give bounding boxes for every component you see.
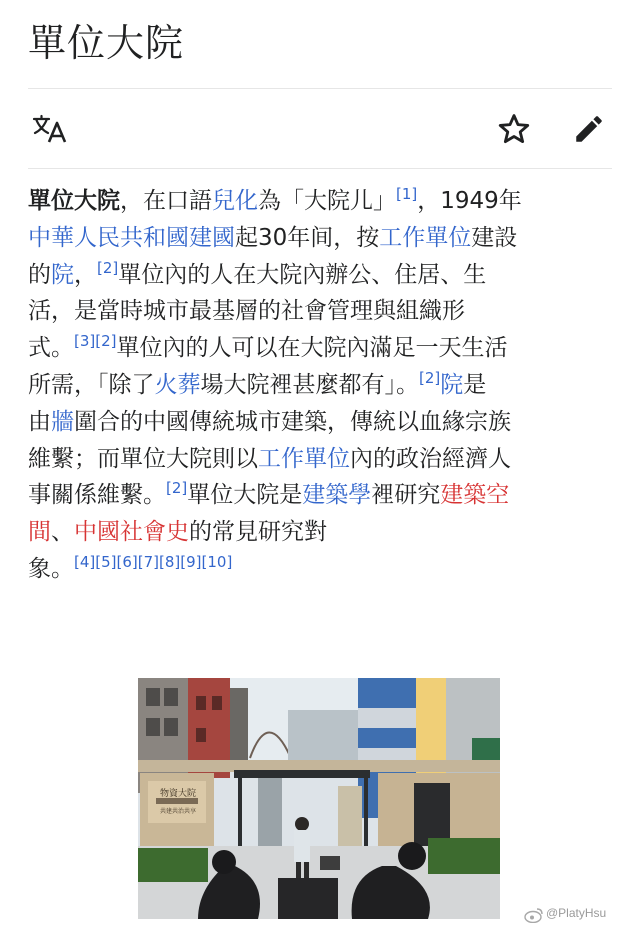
pencil-icon[interactable] <box>572 112 606 146</box>
link-erhua[interactable]: 兒化 <box>212 188 258 214</box>
ref-2[interactable]: [2] <box>97 258 119 277</box>
article-photo[interactable] <box>138 678 500 919</box>
gate-sign-text: 物資大院 <box>159 789 197 799</box>
text-line-3: 的院，[2]單位內的人在大院內辦公、住居、生 <box>28 258 487 288</box>
toolbar-divider <box>28 168 612 169</box>
ref-10[interactable]: [10] <box>201 552 233 571</box>
translate-icon[interactable] <box>32 114 68 144</box>
link-architecture[interactable]: 建築學 <box>302 482 372 509</box>
redlink-chinese-social-history[interactable]: 中國社會史 <box>74 519 189 546</box>
ref-5[interactable]: [5] <box>95 552 117 571</box>
text-line-2: 中華人民共和國建國起30年间，按工作單位建設 <box>28 224 518 251</box>
bold-term: 單位大院 <box>28 188 120 214</box>
text-line-11: 象。[4][5][6][7][8][9][10] <box>28 552 233 582</box>
text-line-9: 事關係維繫。[2]單位大院是建築學裡研究建築空 <box>28 479 510 509</box>
text-line-7: 由牆圍合的中國傳統城市建築，傳統以血緣宗族 <box>28 408 511 435</box>
ref-1[interactable]: [1] <box>396 185 418 203</box>
text-line-1: 單位大院，在口語兒化為「大院儿」[1]，1949年 <box>28 185 522 214</box>
ref-2[interactable]: [2] <box>166 479 188 498</box>
watermark-text: @PlatyHsu <box>546 906 607 920</box>
weibo-watermark <box>524 904 632 924</box>
ref-8[interactable]: [8] <box>159 552 181 571</box>
ref-3[interactable]: [3] <box>74 332 96 351</box>
weibo-logo-icon <box>524 907 544 923</box>
link-wall[interactable]: 牆 <box>51 408 74 435</box>
ref-6[interactable]: [6] <box>116 552 138 571</box>
link-work-unit[interactable]: 工作單位 <box>258 445 350 472</box>
ref-7[interactable]: [7] <box>137 552 159 571</box>
gate-sign-subtext: 共建共治共享 <box>159 808 197 815</box>
ref-2[interactable]: [2] <box>419 368 441 387</box>
redlink-architectural-space[interactable]: 建築空 <box>440 482 510 509</box>
title-divider <box>28 88 612 89</box>
article-paragraph <box>28 183 618 588</box>
link-work-unit[interactable]: 工作單位 <box>379 224 472 251</box>
text-line-5: 式。[3][2]單位內的人可以在大院內滿足一天生活 <box>28 332 508 362</box>
link-yuan[interactable]: 院 <box>51 261 74 288</box>
text-line-6: 所需，「除了火葬場大院裡甚麼都有」。[2]院是 <box>28 368 487 398</box>
redlink-architectural-space-cont[interactable]: 間 <box>28 519 51 546</box>
text-line-8: 維繫；而單位大院則以工作單位內的政治經濟人 <box>28 445 511 472</box>
link-yuan[interactable]: 院 <box>440 371 464 398</box>
link-cremation[interactable]: 火葬 <box>154 371 201 398</box>
text-line-4: 活，是當時城市最基層的社會管理與組織形 <box>28 298 465 325</box>
star-icon[interactable] <box>497 112 531 146</box>
ref-4[interactable]: [4] <box>74 552 96 571</box>
link-prc-founding[interactable]: 中華人民共和國建國 <box>28 224 235 251</box>
page-title: 單位大院 <box>28 21 185 65</box>
ref-2[interactable]: [2] <box>95 332 117 351</box>
ref-9[interactable]: [9] <box>180 552 202 571</box>
text-line-10: 間、中國社會史的常見研究對 <box>28 519 327 546</box>
